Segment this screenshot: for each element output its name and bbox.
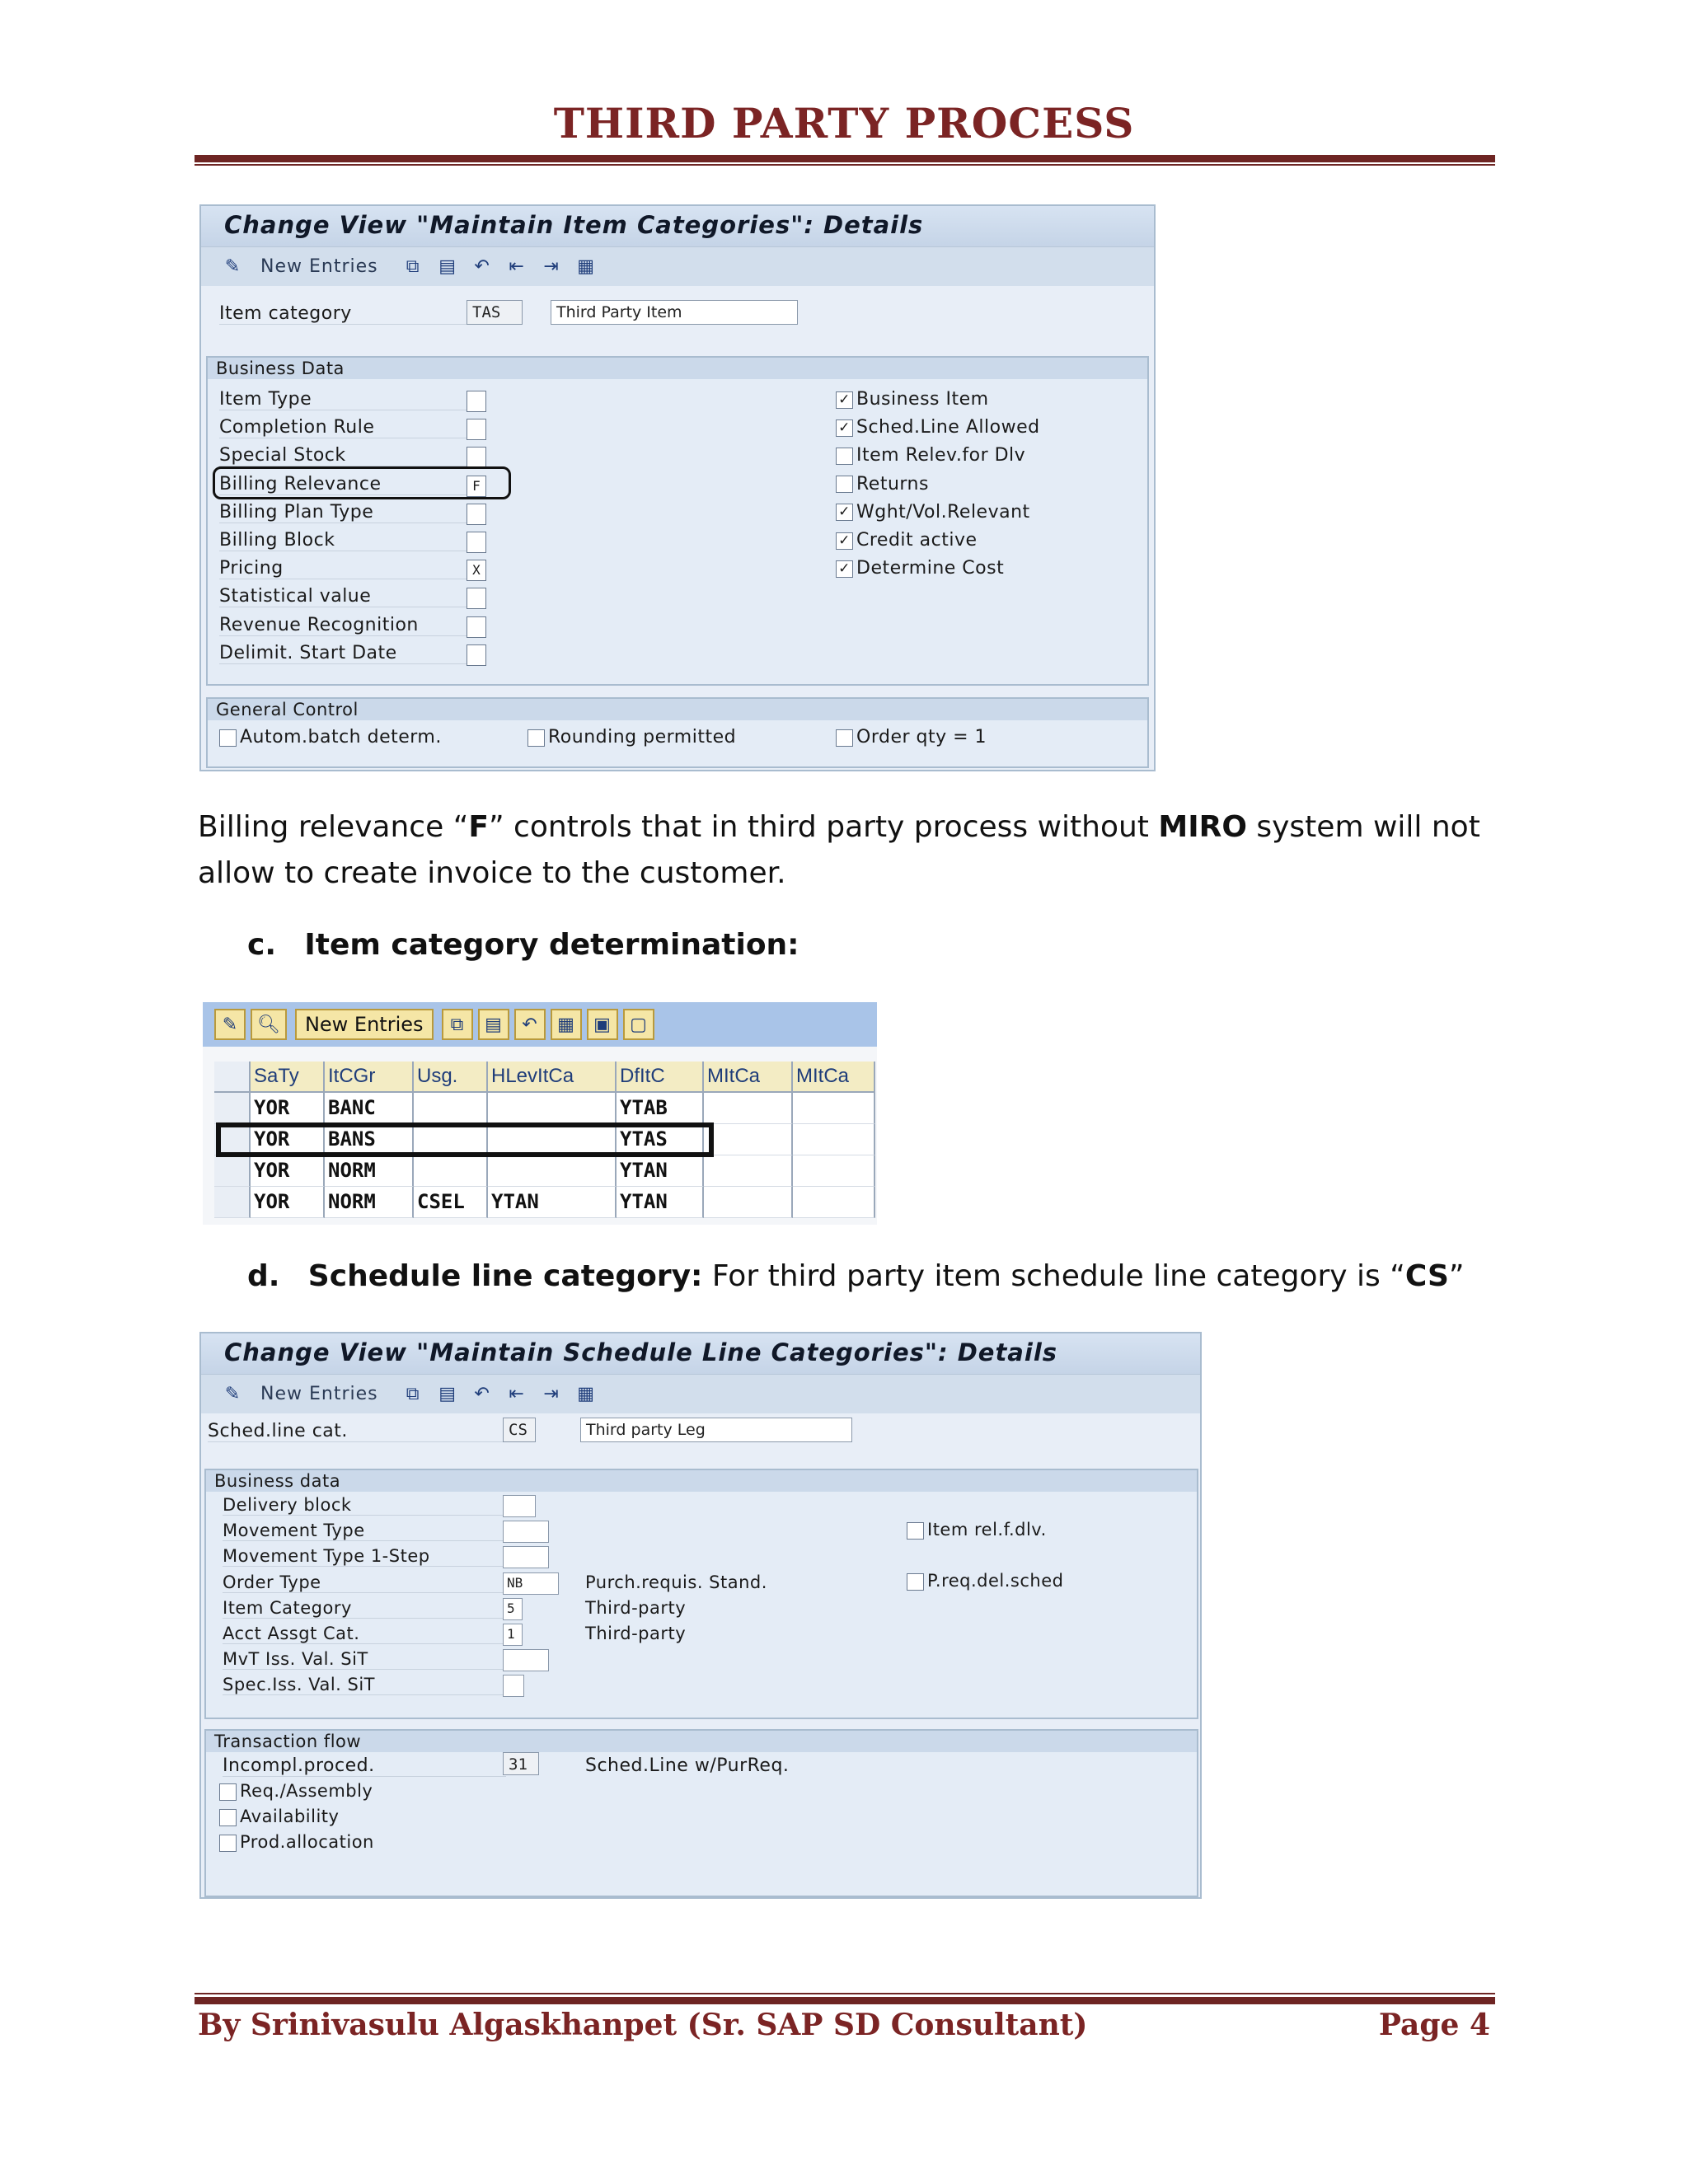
field-input[interactable]: NB <box>503 1572 559 1595</box>
group-title: Business Data <box>208 358 1147 379</box>
toolbar <box>201 1374 1200 1413</box>
checkbox-label: Sched.Line Allowed <box>856 417 1040 438</box>
field-description: Purch.requis. Stand. <box>585 1572 767 1592</box>
checkbox-row <box>836 502 1030 523</box>
table-cell[interactable]: BANC <box>325 1093 414 1124</box>
header-rule <box>195 155 1495 162</box>
table-cell[interactable]: NORM <box>325 1155 414 1187</box>
bans-row-highlight <box>216 1122 714 1157</box>
checkbox[interactable]: ✓ <box>836 532 853 550</box>
item-category-desc-field[interactable]: Third Party Item <box>551 300 798 325</box>
table-cell[interactable] <box>488 1155 617 1187</box>
incompl-proced-label: Incompl.proced. <box>223 1755 506 1777</box>
checkbox-label: Autom.batch determ. <box>240 727 442 748</box>
previous-entry-icon[interactable]: ⇤ <box>509 1384 524 1404</box>
table-cell[interactable]: YTAN <box>617 1187 704 1218</box>
field-label: Item Category <box>223 1598 506 1619</box>
table-cell[interactable] <box>704 1124 793 1155</box>
table-cell[interactable]: YOR <box>251 1093 325 1124</box>
section-d-heading <box>247 1259 1465 1293</box>
table-cell[interactable]: YTAS <box>617 1124 704 1155</box>
field-label: Acct Assgt Cat. <box>223 1624 506 1644</box>
field-input[interactable] <box>467 419 486 440</box>
screen-title: Change View "Maintain Schedule Line Categories": Details <box>201 1333 1200 1374</box>
checkbox-label: Availability <box>240 1807 340 1827</box>
para-text: ” controls that in third party process without <box>488 810 1159 844</box>
checkbox-label: Credit active <box>856 530 978 551</box>
table-cell[interactable] <box>793 1155 875 1187</box>
checkbox[interactable]: ✓ <box>836 504 853 521</box>
table-cell[interactable]: YOR <box>251 1124 325 1155</box>
checkbox[interactable] <box>907 1573 924 1591</box>
section-title: Item category determination: <box>304 928 799 962</box>
group-title: Business data <box>206 1470 1197 1492</box>
checkbox[interactable] <box>219 1835 237 1852</box>
field-input[interactable]: F <box>467 476 486 497</box>
field-label: Billing Plan Type <box>219 502 475 523</box>
checkbox-row <box>836 558 1004 579</box>
delete-icon[interactable]: ▤ <box>438 1384 456 1404</box>
field-input[interactable] <box>467 532 486 553</box>
section-title: Schedule line category: <box>307 1259 703 1293</box>
field-input[interactable] <box>467 504 486 525</box>
checkbox-row <box>836 530 978 551</box>
item-category-code-field[interactable]: TAS <box>467 300 523 325</box>
billing-relevance-highlight <box>213 466 511 499</box>
transaction-flow-group <box>204 1729 1198 1897</box>
checkbox[interactable] <box>528 729 545 747</box>
delete-icon[interactable]: ▤ <box>478 1009 509 1040</box>
new-entries-button[interactable]: New Entries <box>260 256 378 277</box>
column-header[interactable]: ItCGr <box>325 1062 414 1093</box>
field-description: Third-party <box>585 1597 687 1618</box>
checkbox-row <box>836 445 1025 466</box>
checkbox-row <box>219 727 442 748</box>
table-cell[interactable]: BANS <box>325 1124 414 1155</box>
column-header[interactable]: MItCa <box>704 1062 793 1093</box>
next-entry-icon[interactable]: ⇥ <box>543 256 559 277</box>
field-input[interactable] <box>467 447 486 468</box>
table-cell[interactable]: YTAN <box>617 1155 704 1187</box>
checkbox[interactable] <box>219 1809 237 1826</box>
checkbox-label: Determine Cost <box>856 558 1005 579</box>
billing-relevance-paragraph <box>198 804 1500 897</box>
column-header[interactable]: HLevItCa <box>488 1062 617 1093</box>
checkbox[interactable]: ✓ <box>836 419 853 437</box>
edit-icon[interactable]: ✎ <box>214 1009 246 1040</box>
row-selector-header[interactable] <box>214 1062 251 1093</box>
undo-icon[interactable]: ↶ <box>474 1384 490 1404</box>
row-selector[interactable] <box>214 1155 251 1187</box>
field-label: Movement Type <box>223 1521 506 1541</box>
next-entry-icon[interactable]: ⇥ <box>543 1384 559 1404</box>
table-cell[interactable]: YTAN <box>488 1187 617 1218</box>
section-c-heading <box>247 928 799 962</box>
sched-line-cat-label: Sched.line cat. <box>208 1421 504 1442</box>
table-row[interactable] <box>214 1155 875 1187</box>
table-cell[interactable] <box>414 1093 488 1124</box>
screen-title: Change View "Maintain Item Categories": Details <box>201 206 1154 246</box>
undo-icon[interactable]: ↶ <box>474 256 490 277</box>
checkbox-label: Item rel.f.dlv. <box>927 1520 1047 1540</box>
checkbox-row <box>219 1807 339 1826</box>
table-cell[interactable]: NORM <box>325 1187 414 1218</box>
page-title: THIRD PARTY PROCESS <box>553 99 1135 148</box>
checkbox-label: Item Relev.for Dlv <box>856 445 1026 466</box>
field-input[interactable] <box>503 1675 524 1697</box>
header-rule-thin <box>195 164 1495 166</box>
column-header[interactable]: MItCa <box>793 1062 875 1093</box>
field-label: Spec.Iss. Val. SiT <box>223 1675 506 1695</box>
checkbox-row <box>836 389 989 410</box>
table-cell[interactable] <box>704 1187 793 1218</box>
delete-icon[interactable]: ▤ <box>438 256 456 277</box>
checkbox[interactable]: ✓ <box>836 391 853 409</box>
table-cell[interactable] <box>793 1093 875 1124</box>
copy-icon[interactable]: ⧉ <box>442 1009 473 1040</box>
column-header[interactable]: Usg. <box>414 1062 488 1093</box>
para-text: Billing relevance “ <box>198 810 469 844</box>
field-input[interactable] <box>503 1495 536 1517</box>
column-header[interactable]: DfItC <box>617 1062 704 1093</box>
checkbox-label: Wght/Vol.Relevant <box>856 501 1030 523</box>
checkbox-label: Business Item <box>856 389 989 410</box>
table-cell[interactable]: YOR <box>251 1187 325 1218</box>
field-description: Third-party <box>585 1624 687 1643</box>
select-all-icon[interactable]: ▦ <box>577 1384 594 1404</box>
field-input[interactable] <box>503 1521 549 1543</box>
field-input[interactable] <box>503 1546 549 1568</box>
field-input[interactable]: 5 <box>503 1598 523 1620</box>
table-cell[interactable] <box>704 1155 793 1187</box>
checkbox-label: Order qty = 1 <box>856 727 987 748</box>
section-letter: c. <box>247 928 277 962</box>
checkbox[interactable] <box>907 1522 924 1540</box>
footer-rule <box>195 1997 1495 2004</box>
checkbox-row <box>836 727 987 748</box>
field-label: Completion Rule <box>219 417 475 438</box>
checkbox[interactable] <box>219 1783 237 1801</box>
new-entries-button[interactable]: New Entries <box>295 1009 434 1040</box>
section-letter: d. <box>247 1259 280 1293</box>
checkbox[interactable]: ✓ <box>836 560 853 578</box>
previous-entry-icon[interactable]: ⇤ <box>509 256 524 277</box>
table-cell[interactable] <box>793 1187 875 1218</box>
field-input[interactable] <box>467 644 486 666</box>
schedule-line-screen <box>199 1332 1202 1899</box>
field-input[interactable] <box>467 588 486 609</box>
group-title: General Control <box>208 699 1147 720</box>
field-input[interactable]: 1 <box>503 1624 523 1646</box>
section-code: CS <box>1404 1259 1449 1293</box>
table-cell[interactable] <box>793 1124 875 1155</box>
table-cell[interactable] <box>704 1093 793 1124</box>
group-title: Transaction flow <box>206 1731 1197 1752</box>
toolbar <box>201 246 1154 286</box>
section-text: For third party item schedule line category is “ <box>702 1259 1405 1293</box>
field-input[interactable] <box>467 391 486 412</box>
row-selector[interactable] <box>214 1187 251 1218</box>
table-row[interactable] <box>214 1093 875 1124</box>
field-input[interactable] <box>467 616 486 638</box>
checkbox-label: Rounding permitted <box>548 727 737 748</box>
table-cell[interactable] <box>414 1155 488 1187</box>
grid-header-row <box>214 1062 875 1093</box>
checkbox-label: Prod.allocation <box>240 1832 374 1853</box>
row-selector[interactable] <box>214 1093 251 1124</box>
incompl-proced-field[interactable]: 31 <box>503 1752 539 1775</box>
footer-rule-thin <box>195 1993 1495 1994</box>
item-category-label: Item category <box>219 303 467 325</box>
field-label: Statistical value <box>219 586 475 607</box>
para-bold: MIRO <box>1158 810 1247 844</box>
edit-icon[interactable]: ✎ <box>224 256 241 277</box>
new-entries-button[interactable]: New Entries <box>260 1384 378 1404</box>
checkbox[interactable] <box>836 448 853 465</box>
sched-line-code-field[interactable]: CS <box>503 1418 536 1442</box>
field-label: Special Stock <box>219 445 475 466</box>
para-bold: F <box>468 810 489 844</box>
undo-icon[interactable]: ↶ <box>514 1009 546 1040</box>
checkbox[interactable] <box>219 729 237 747</box>
edit-icon[interactable]: ✎ <box>224 1384 241 1404</box>
field-label: Order Type <box>223 1572 506 1593</box>
item-category-determination <box>203 1002 877 1225</box>
field-label: Delimit. Start Date <box>219 643 475 664</box>
para-text: system will not allow to create invoice to the customer. <box>198 810 1480 890</box>
field-label: Billing Relevance <box>219 474 475 495</box>
checkbox-row <box>907 1520 1047 1540</box>
field-label: Billing Block <box>219 530 475 551</box>
footer-author: By Srinivasulu Algaskhanpet (Sr. SAP SD Consultant) <box>198 2008 1088 2042</box>
sched-line-desc-field[interactable]: Third party Leg <box>580 1418 852 1442</box>
table-cell[interactable] <box>488 1093 617 1124</box>
select-block-icon[interactable]: ▣ <box>587 1009 618 1040</box>
column-header[interactable]: SaTy <box>251 1062 325 1093</box>
field-input[interactable] <box>503 1649 549 1671</box>
field-label: Delivery block <box>223 1495 506 1516</box>
checkbox-label: Returns <box>856 473 929 494</box>
checkbox[interactable] <box>836 729 853 747</box>
checkbox-label: P.req.del.sched <box>927 1571 1064 1591</box>
checkbox-row <box>528 727 736 748</box>
deselect-all-icon[interactable]: ▢ <box>623 1009 654 1040</box>
select-all-icon[interactable]: ▦ <box>577 256 594 277</box>
copy-icon[interactable]: ⧉ <box>406 256 420 277</box>
checkbox-row <box>219 1832 374 1852</box>
display-icon[interactable]: 🔍︎ <box>251 1009 287 1040</box>
field-label: MvT Iss. Val. SiT <box>223 1649 506 1670</box>
checkbox[interactable] <box>836 476 853 493</box>
section-text: ” <box>1448 1259 1465 1293</box>
checkbox-row <box>836 474 929 494</box>
field-input[interactable]: X <box>467 560 486 581</box>
page-number: Page 4 <box>1378 2008 1490 2042</box>
checkbox-row <box>219 1781 373 1801</box>
checkbox-label: Req./Assembly <box>240 1781 373 1801</box>
checkbox-row <box>907 1571 1063 1591</box>
incompl-proced-desc: Sched.Line w/PurReq. <box>585 1755 790 1776</box>
table-cell[interactable]: YTAB <box>617 1093 704 1124</box>
table-cell[interactable]: YOR <box>251 1155 325 1187</box>
table-row[interactable] <box>214 1187 875 1218</box>
determination-toolbar <box>203 1002 877 1047</box>
field-label: Movement Type 1-Step <box>223 1546 506 1567</box>
checkbox-row <box>836 417 1040 438</box>
copy-icon[interactable]: ⧉ <box>406 1384 420 1404</box>
field-label: Item Type <box>219 389 475 410</box>
field-label: Pricing <box>219 558 475 579</box>
table-cell[interactable]: CSEL <box>414 1187 488 1218</box>
select-all-icon[interactable]: ▦ <box>551 1009 582 1040</box>
field-label: Revenue Recognition <box>219 615 475 636</box>
